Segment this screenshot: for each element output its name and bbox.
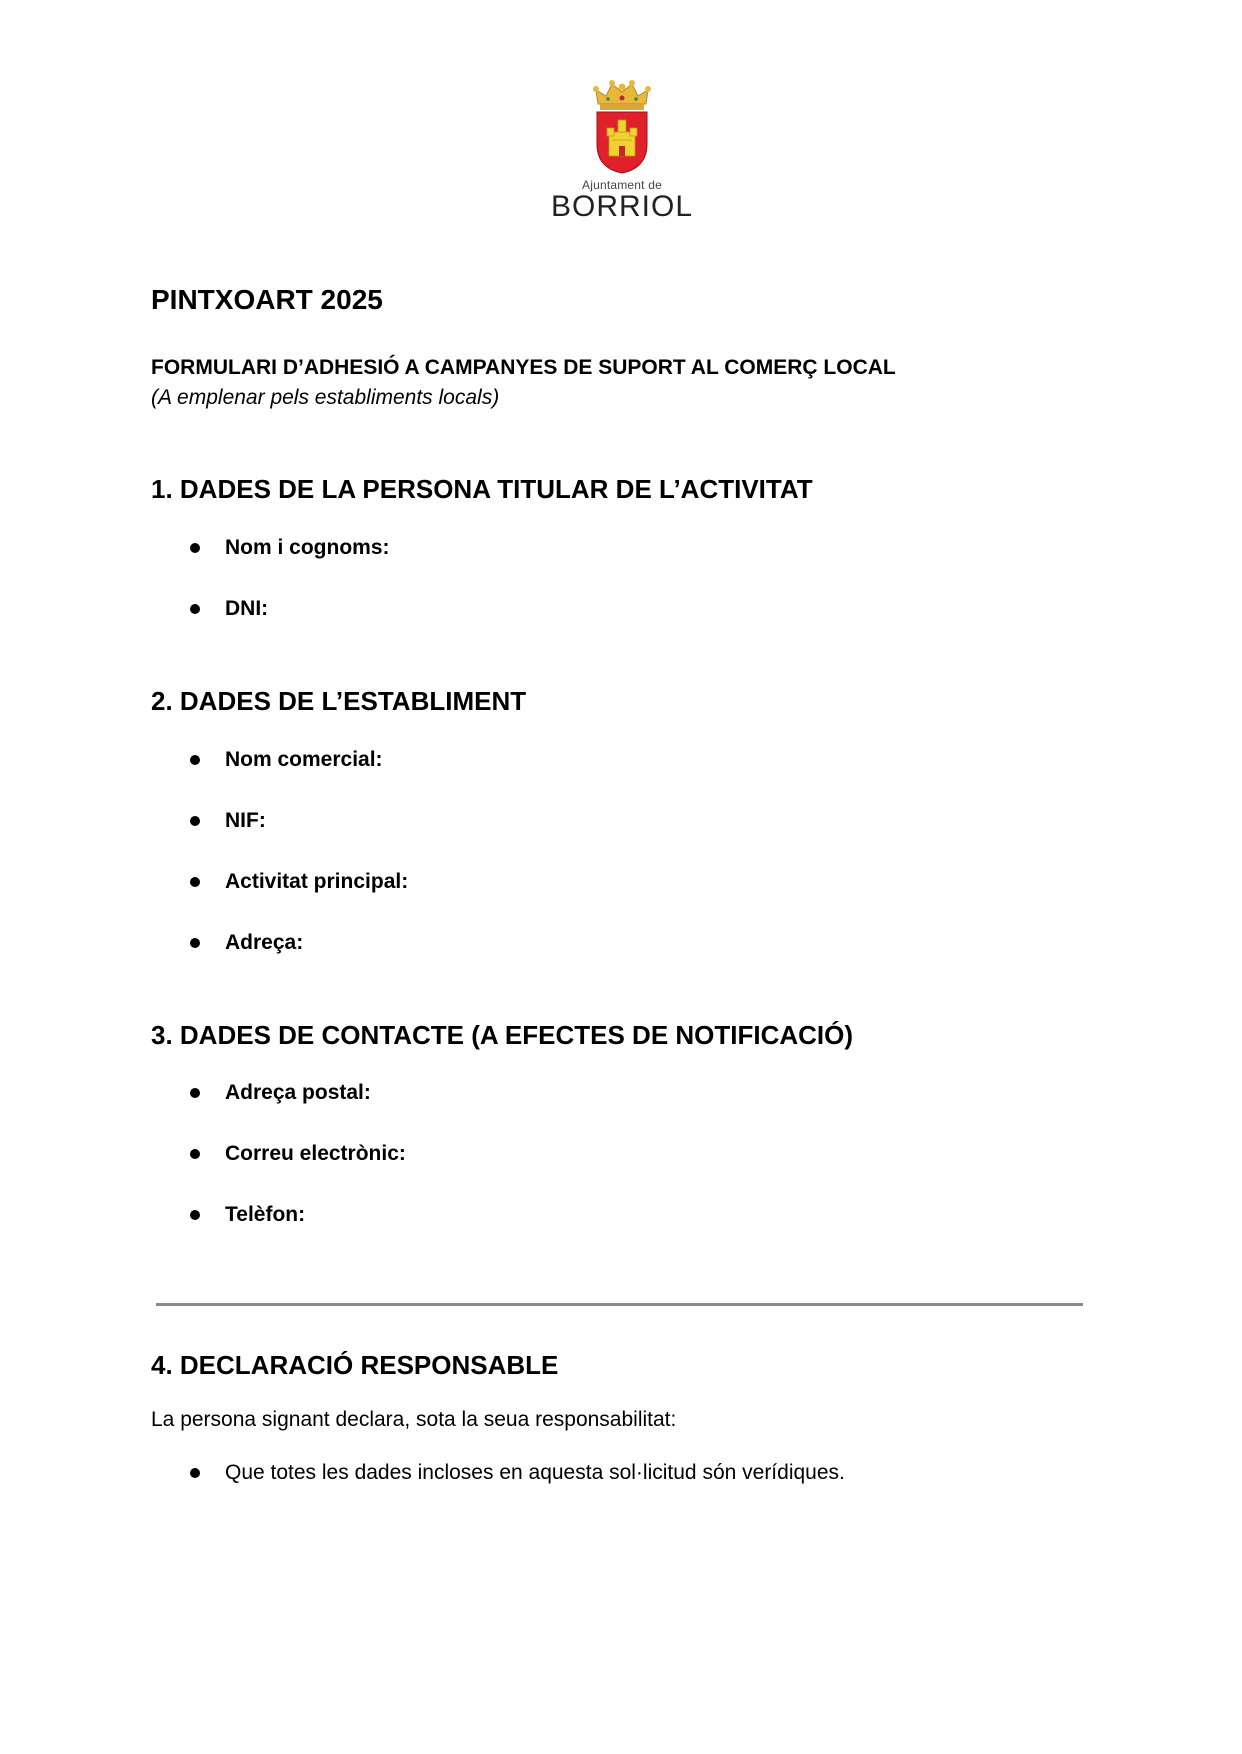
declaration-text: Que totes les dades incloses en aquesta sol·licitud són verídiques. [225, 1461, 845, 1484]
bullet-icon [190, 604, 200, 614]
field-label: Telèfon: [225, 1203, 306, 1226]
field-nom-cognoms [187, 536, 390, 560]
bullet-icon [190, 755, 200, 765]
field-adreca [187, 931, 303, 955]
borriol-logo [540, 78, 704, 222]
bullet-icon [190, 816, 200, 826]
bullet-icon [190, 543, 200, 553]
field-adreca-postal [187, 1081, 371, 1105]
field-nom-comercial [187, 748, 383, 772]
declaration-intro: La persona signant declara, sota la seua responsabilitat: [151, 1408, 677, 1431]
document-note: (A emplenar pels establiments locals) [151, 386, 500, 409]
field-label: NIF: [225, 809, 266, 832]
field-label: Adreça: [225, 931, 304, 954]
field-label: Adreça postal: [225, 1081, 371, 1104]
bullet-icon [190, 877, 200, 887]
field-label: Activitat principal: [225, 870, 409, 893]
section-4-title: 4. DECLARACIÓ RESPONSABLE [151, 1350, 559, 1380]
section-1-title: 1. DADES DE LA PERSONA TITULAR DE L’ACTIVITAT [151, 474, 813, 504]
section-3-title: 3. DADES DE CONTACTE (A EFECTES DE NOTIFICACIÓ) [151, 1020, 854, 1050]
bullet-icon [190, 1088, 200, 1098]
bullet-icon [190, 1210, 200, 1220]
field-telefon [187, 1203, 305, 1227]
bullet-icon [190, 1149, 200, 1159]
section-2-title: 2. DADES DE L’ESTABLIMENT [151, 686, 527, 716]
bullet-icon [190, 938, 200, 948]
document-subtitle: FORMULARI D’ADHESIÓ A CAMPANYES DE SUPORT AL COMERÇ LOCAL [151, 356, 896, 379]
field-label: DNI: [225, 597, 269, 620]
field-label: Nom comercial: [225, 748, 383, 771]
horizontal-divider [156, 1303, 1083, 1306]
declaration-item [187, 1461, 845, 1485]
field-label: Nom i cognoms: [225, 536, 390, 559]
coat-of-arms-icon [592, 78, 652, 174]
document-title: PINTXOART 2025 [151, 284, 383, 315]
field-correu-electronic [187, 1142, 406, 1166]
logo-subtitle: Ajuntament de [582, 178, 662, 192]
bullet-icon [190, 1468, 200, 1478]
field-activitat-principal [187, 870, 408, 894]
field-label: Correu electrònic: [225, 1142, 406, 1165]
field-dni [187, 597, 268, 621]
logo-name: BORRIOL [550, 190, 694, 223]
field-nif [187, 809, 266, 833]
